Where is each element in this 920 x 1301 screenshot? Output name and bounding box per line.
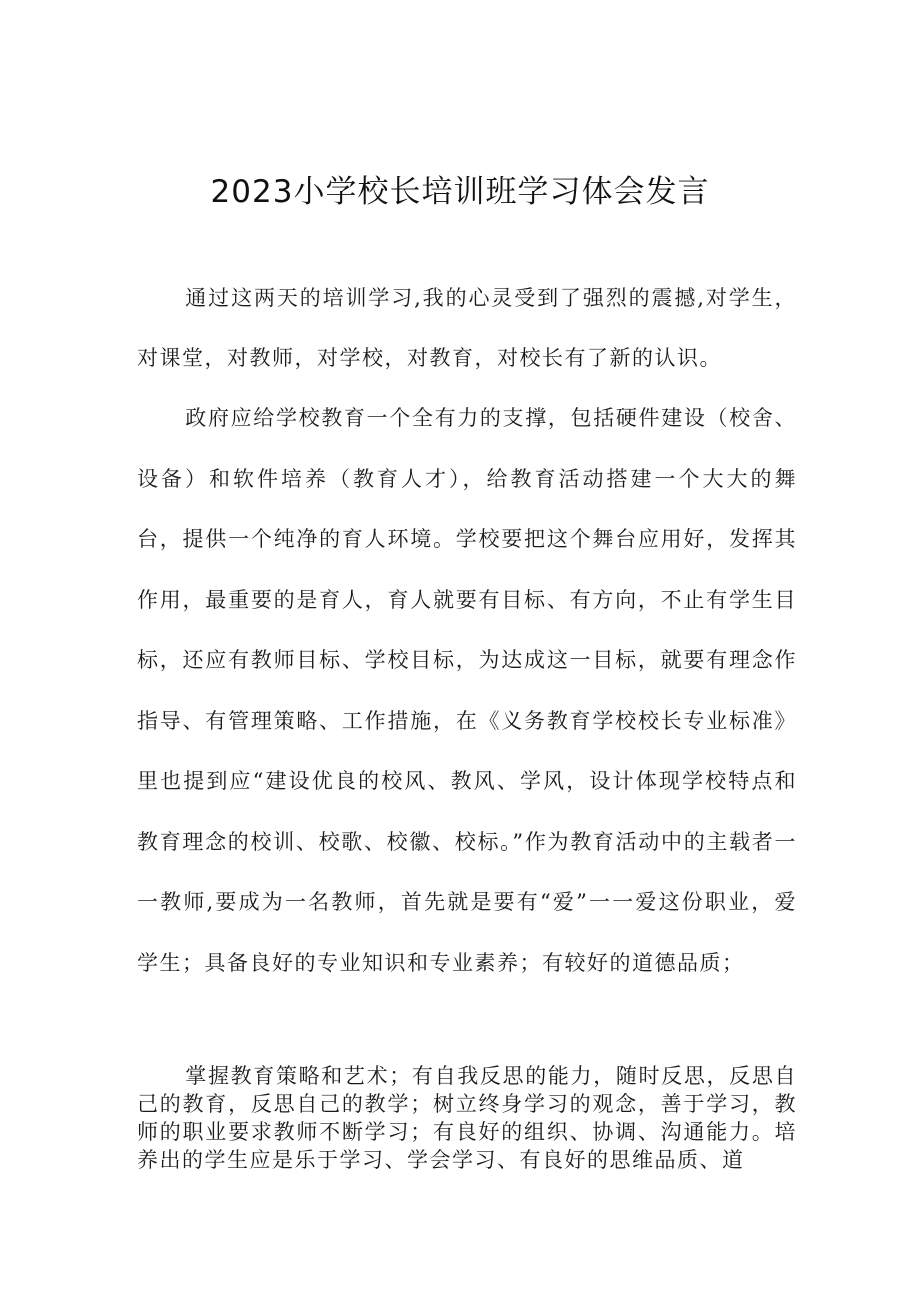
paragraph-1: 通过这两天的培训学习,我的心灵受到了强烈的震撼,对学生，对课堂，对教师，对学校，对教育，对校长有了新的认识。 bbox=[137, 286, 797, 370]
document-title: 2023小学校长培训班学习体会发言 bbox=[210, 174, 710, 210]
paragraph-3-block bbox=[137, 1062, 797, 1174]
paragraph-1-block bbox=[137, 268, 797, 388]
paragraph-3: 掌握教育策略和艺术；有自我反思的能力，随时反思，反思自己的教育，反思自己的教学；树立终身学习的观念，善于学习，教师的职业要求教师不断学习；有良好的组织、协调、沟通能力。培养出的学生应是乐于学习、学会学习、有良好的思维品质、道 bbox=[137, 1064, 797, 1172]
paragraph-2: 政府应给学校教育一个全有力的支撑，包括硬件建设（校舍、设备）和软件培养（教育人才），给教育活动搭建一个大大的舞台，提供一个纯净的育人环境。学校要把这个舞台应用好，发挥其作用，最重要的是育人，育人就要有目标、有方向，不止有学生目标，还应有教师目标、学校目标，为达成这一目标，就要有理念作指导、有管理策略、工作措施，在《义务教育学校校长专业标准》里也提到应“建设优良的校风、教风、学风，设计体现学校特点和教育理念的校训、校歌、校徽、校标。”作为教育活动中的主载者一一教师,要成为一名教师，首先就是要有“爱”一一爱这份职业，爱学生；具备良好的专业知识和专业素养；有较好的道德品质； bbox=[137, 406, 797, 975]
paragraph-2-block bbox=[137, 388, 797, 993]
